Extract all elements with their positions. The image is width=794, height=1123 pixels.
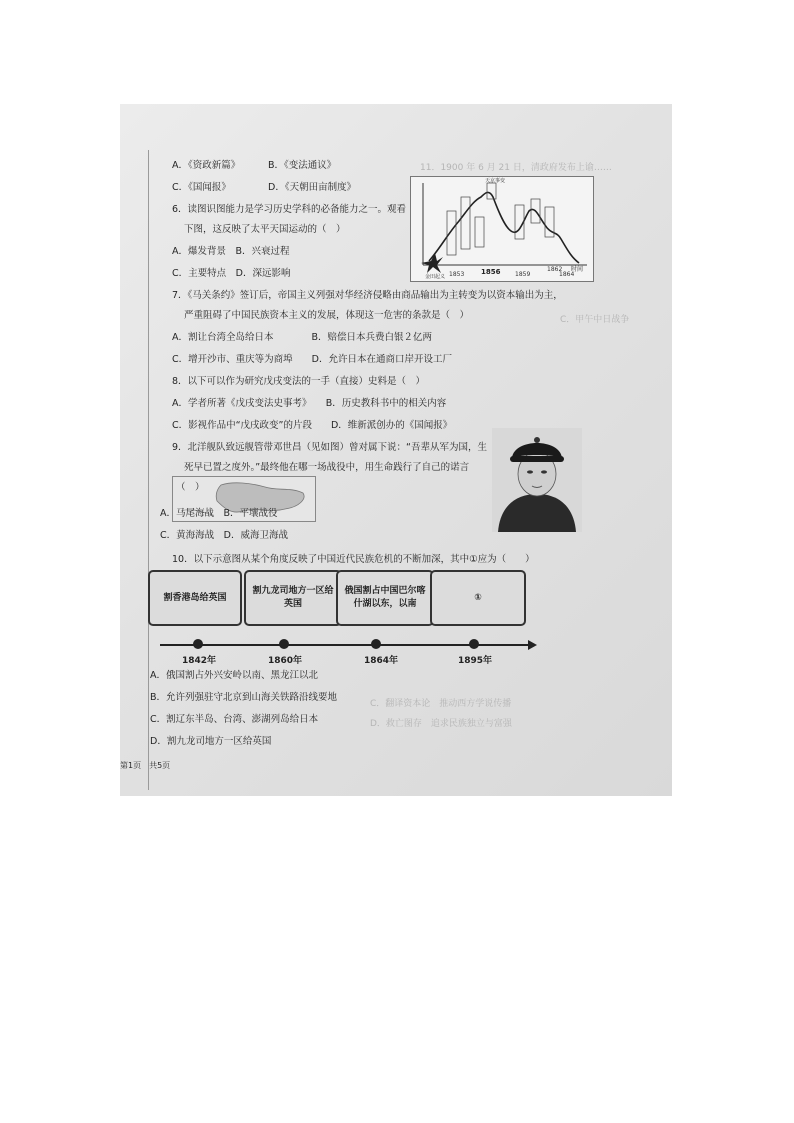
chart-year-tick: 1853 [449,271,465,278]
trend-chart-svg [411,177,593,281]
q9-stem-line2: 死早已置之度外。”最终他在哪一场战役中，用生命践行了自己的诺言 [184,462,470,473]
q5-option-b: B．《变法通议》 [268,160,337,171]
q7-options-cd: C．增开沙市、重庆等为商埠 D．允许日本在通商口岸开设工厂 [172,354,452,365]
chart-year-tick: 1862 [547,266,563,273]
chart-annotation-box [447,211,456,255]
timeline-box-1 [148,570,242,626]
chart-year-tick: 1856 [481,268,501,276]
q7-stem-line1: 7．《马关条约》签订后，帝国主义列强对华经济侵略由商品输出为主转变为以资本输出为主， [172,290,563,301]
timeline-box-4-text: ① [474,592,482,603]
chart-annotation-box [487,183,496,199]
q5-option-c: C．《国闻报》 [172,182,231,193]
timeline-box-2-text: 割九龙司地方一区给英国 [252,586,334,609]
portrait-hat-knob [534,437,540,443]
timeline-box-2 [244,570,342,626]
bleed-through-text: D．救亡图存 追求民族独立与富强 [370,719,512,729]
chart-annotation-box [461,197,470,249]
timeline-year: 1860年 [268,656,303,666]
chart-year-tick: 1859 [515,271,531,278]
q10-option-a: A．俄国割占外兴安岭以南、黑龙江以北 [150,670,318,681]
uprising-burst-icon [421,253,443,273]
q9-options-ab: A．马尾海战 B．平壤战役 [160,508,278,519]
timeline-box-4 [430,570,526,626]
timeline-year: 1864年 [364,656,399,666]
q7-stem-line2: 严重阻碍了中国民族资本主义的发展，体现这一危害的条款是（ ） [184,310,470,321]
q6-options-ab: A．爆发背景 B．兴衰过程 [172,246,290,257]
q8-stem: 8．以下可以作为研究戊戌变法的一手（直接）史料是（ ） [172,376,426,387]
chart-peak-label: 天京事变 [485,178,506,184]
photographed-exam-page [120,104,672,796]
chart-x-label: 时间 [571,266,584,273]
portrait-svg [492,428,582,532]
timeline-year: 1895年 [458,656,493,666]
timeline-arrowhead [528,640,537,650]
timeline-year: 1842年 [182,656,217,666]
page-footer: 第1页 共5页 [120,761,171,770]
timeline-box-3 [336,570,434,626]
q10-option-d: D．割九龙司地方一区给英国 [150,736,272,747]
trend-line [429,192,579,263]
timeline-dot [193,639,203,649]
q6-options-cd: C．主要特点 D．深远影响 [172,268,291,279]
timeline-dot [469,639,479,649]
portrait-hat-brim [510,456,564,462]
bleed-through-text: C．甲午中日战争 [560,315,630,325]
q6-stem-line2: 下图，这反映了太平天国运动的（ ） [184,224,346,235]
margin-line [148,150,149,790]
timeline-box-3-text: 俄国割占中国巴尔喀什湖以东，以南 [344,586,426,609]
q5-option-d: D．《天朝田亩制度》 [268,182,357,193]
chart-start-label: 金田起义 [425,274,446,280]
chart-year-tick: 1864 [559,271,575,278]
bleed-through-text: 11．1900 年 6 月 21 日，清政府发布上谕…… [420,163,612,173]
q10-option-b: B．允许列强驻守北京到山海关铁路沿线要地 [150,692,338,703]
q8-options-ab: A．学者所著《戊戌变法史事考》 B．历史教科书中的相关内容 [172,398,447,409]
timeline-dot [371,639,381,649]
q9-options-cd: C．黄海海战 D．威海卫海战 [160,530,288,541]
q5-option-a: A．《资政新篇》 [172,160,241,171]
q10-option-c: C．割辽东半岛、台湾、澎湖列岛给日本 [150,714,319,725]
bleed-through-text: C．翻译资本论 推动西方学说传播 [370,699,512,709]
taiping-trend-chart [410,176,594,282]
q9-stem-line1: 9．北洋舰队致远舰管带邓世昌（见如图）曾对属下说：“吾辈从军为国，生 [172,442,487,453]
timeline-box-1-text: 割香港岛给英国 [163,592,227,603]
deng-shichang-portrait [492,428,582,532]
timeline-dot [279,639,289,649]
q8-options-cd: C．影视作品中“戊戌政变”的片段 D．维新派创办的《国闻报》 [172,420,453,431]
q7-options-ab: A．割让台湾全岛给日本 B．赔偿日本兵费白银２亿两 [172,332,433,343]
chart-annotation-box [475,217,484,247]
q10-stem: 10．以下示意图从某个角度反映了中国近代民族危机的不断加深，其中①应为（ ） [172,554,535,565]
q6-stem-line1: 6．读图识图能力是学习历史学科的必备能力之一。观看 [172,204,407,215]
q9-answer-blank: （ ） [176,482,205,493]
